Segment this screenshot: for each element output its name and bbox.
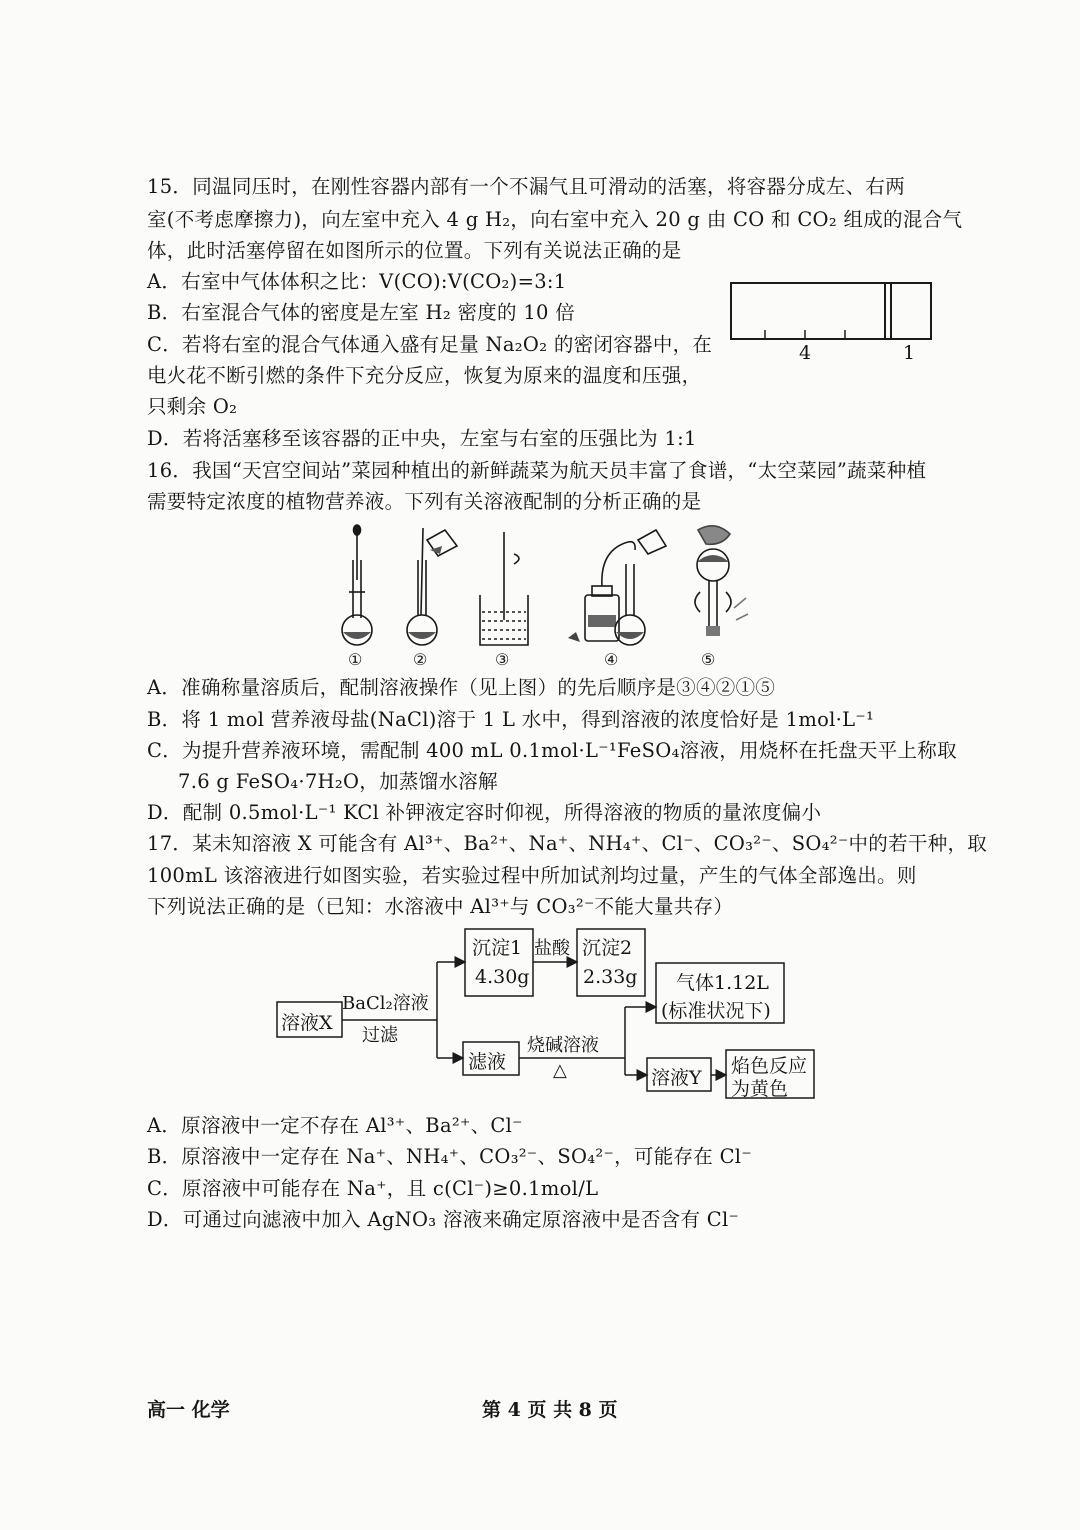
step-label-4: ④ bbox=[604, 650, 619, 669]
q17-stem-line-1: 17．某未知溶液 X 可能含有 Al³⁺、Ba²⁺、Na⁺、NH₄⁺、Cl⁻、CO₃²⁻、SO₄²⁻中的若干种，取 bbox=[147, 832, 988, 855]
q15-stem-line-2: 室(不考虑摩擦力)，向左室中充入 4 g H₂，向右室中充入 20 g 由 CO 和 CO₂ 组成的混合气 bbox=[147, 208, 963, 231]
label-filtration: 过滤 bbox=[362, 1025, 398, 1046]
q16-option-c-line-2: 7.6 g FeSO₄·7H₂O，加蒸馏水溶解 bbox=[178, 770, 498, 793]
q17-option-d: D．可通过向滤液中加入 AgNO₃ 溶液来确定原溶液中是否含有 Cl⁻ bbox=[147, 1208, 740, 1231]
label-caustic-soda: 烧碱溶液 bbox=[527, 1035, 599, 1056]
piston-container-figure bbox=[725, 278, 945, 373]
step2-pour-into-flask bbox=[407, 528, 457, 645]
label-filtrate: 滤液 bbox=[468, 1051, 507, 1073]
label-hydrochloric-acid: 盐酸 bbox=[534, 938, 570, 959]
step5-invert-flask bbox=[695, 526, 748, 636]
label-solution-y: 溶液Y bbox=[651, 1067, 702, 1089]
q17-stem-line-2: 100mL 该溶液进行如图实验，若实验过程中所加试剂均过量，产生的气体全部逸出。则 bbox=[147, 864, 917, 887]
step-label-3: ③ bbox=[495, 650, 510, 669]
step-label-1: ① bbox=[348, 650, 363, 669]
step3-beaker-stirring bbox=[480, 532, 528, 645]
q17-option-b: B．原溶液中一定存在 Na⁺、NH₄⁺、CO₃²⁻、SO₄²⁻，可能存在 Cl⁻ bbox=[147, 1145, 752, 1168]
step4-wash-bottle-transfer bbox=[568, 530, 666, 645]
container-outline bbox=[731, 283, 931, 339]
left-chamber-ratio-label: 4 bbox=[799, 342, 812, 364]
q16-option-a: A．准确称量溶质后，配制溶液操作（见上图）的先后顺序是③④②①⑤ bbox=[147, 676, 776, 699]
label-flame-test-2: 为黄色 bbox=[731, 1078, 789, 1100]
label-precipitate-1: 沉淀1 bbox=[472, 937, 523, 959]
step1-flask-with-dropper bbox=[342, 525, 372, 645]
q15-option-c-line-3: 只剩余 O₂ bbox=[147, 395, 238, 418]
right-chamber-ratio-label: 1 bbox=[903, 342, 916, 364]
footer-page-number: 第 4 页 共 8 页 bbox=[482, 1399, 618, 1421]
label-precipitate-1-mass: 4.30g bbox=[475, 966, 530, 988]
q15-option-b: B．右室混合气体的密度是左室 H₂ 密度的 10 倍 bbox=[147, 301, 576, 324]
q15-option-a: A．右室中气体体积之比：V(CO):V(CO₂)=3:1 bbox=[147, 270, 567, 293]
label-heating: △ bbox=[553, 1060, 567, 1081]
label-gas-condition: (标准状况下) bbox=[661, 1000, 771, 1022]
q15-option-c-line-2: 电火花不断引燃的条件下充分反应，恢复为原来的温度和压强， bbox=[147, 364, 702, 387]
q17-stem-line-3: 下列说法正确的是（已知：水溶液中 Al³⁺与 CO₃²⁻不能大量共存） bbox=[147, 895, 734, 918]
q16-option-b: B．将 1 mol 营养液母盐(NaCl)溶于 1 L 水中，得到溶液的浓度恰好是 1mol·L⁻¹ bbox=[147, 708, 875, 731]
q15-option-d: D．若将活塞移至该容器的正中央，左室与右室的压强比为 1:1 bbox=[147, 427, 697, 450]
q17-option-a: A．原溶液中一定不存在 Al³⁺、Ba²⁺、Cl⁻ bbox=[147, 1114, 523, 1137]
experiment-flowchart bbox=[270, 925, 830, 1110]
q15-option-c-line-1: C．若将右室的混合气体通入盛有足量 Na₂O₂ 的密闭容器中，在 bbox=[147, 333, 713, 356]
footer-subject: 高一 化学 bbox=[147, 1399, 230, 1421]
q15-stem-line-1: 15．同温同压时，在刚性容器内部有一个不漏气且可滑动的活塞，将容器分成左、右两 bbox=[147, 175, 906, 198]
q16-stem-line-2: 需要特定浓度的植物营养液。下列有关溶液配制的分析正确的是 bbox=[147, 490, 702, 513]
q16-stem-line-1: 16．我国“天宫空间站”菜园种植出的新鲜蔬菜为航天员丰富了食谱，“太空菜园”蔬菜种植 bbox=[147, 459, 927, 482]
step-label-2: ② bbox=[413, 650, 428, 669]
label-reagent-bacl2: BaCl₂溶液 bbox=[342, 993, 429, 1014]
solution-preparation-figure bbox=[330, 520, 760, 650]
label-precipitate-2-mass: 2.33g bbox=[583, 966, 638, 988]
label-flame-test-1: 焰色反应 bbox=[731, 1055, 808, 1077]
label-gas-volume: 气体1.12L bbox=[676, 972, 769, 994]
step-label-5: ⑤ bbox=[701, 650, 716, 669]
label-solution-x: 溶液X bbox=[281, 1012, 333, 1034]
label-precipitate-2: 沉淀2 bbox=[582, 937, 633, 959]
q16-option-d: D．配制 0.5mol·L⁻¹ KCl 补钾液定容时仰视，所得溶液的物质的量浓度偏小 bbox=[147, 801, 822, 824]
q17-option-c: C．原溶液中可能存在 Na⁺，且 c(Cl⁻)≥0.1mol/L bbox=[147, 1177, 599, 1200]
q16-option-c-line-1: C．为提升营养液环境，需配制 400 mL 0.1mol·L⁻¹FeSO₄溶液，用烧杯在托盘天平上称取 bbox=[147, 739, 957, 762]
q15-stem-line-3: 体，此时活塞停留在如图所示的位置。下列有关说法正确的是 bbox=[147, 239, 682, 262]
